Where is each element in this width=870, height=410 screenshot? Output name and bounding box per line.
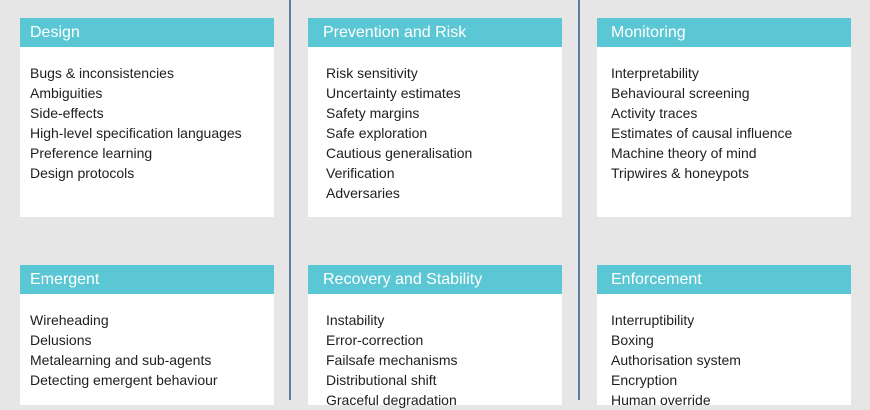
- list-item: Failsafe mechanisms: [326, 352, 458, 368]
- enforcement-list: [597, 294, 851, 410]
- list-item: Preference learning: [30, 145, 153, 161]
- prevention-and-risk-list: [308, 47, 562, 203]
- list-item: Interruptibility: [611, 312, 695, 328]
- prevention-and-risk-card: [308, 18, 562, 217]
- list-item: Design protocols: [30, 165, 135, 181]
- emergent-header: Emergent: [20, 265, 274, 294]
- monitoring-list: [597, 47, 851, 183]
- design-header: Design: [20, 18, 274, 47]
- design-list: [20, 47, 274, 183]
- recovery-and-stability-card: [308, 265, 562, 408]
- list-item: Metalearning and sub-agents: [30, 352, 212, 368]
- list-item: Graceful degradation: [326, 392, 457, 408]
- enforcement-header: Enforcement: [597, 265, 851, 294]
- list-item: Detecting emergent behaviour: [30, 372, 218, 388]
- list-item: Wireheading: [30, 312, 109, 328]
- list-item: Tripwires & honeypots: [611, 165, 749, 181]
- prevention-and-risk-header: Prevention and Risk: [308, 18, 562, 47]
- list-item: High-level specification languages: [30, 125, 242, 141]
- monitoring-header: Monitoring: [597, 18, 851, 47]
- list-item: Error-correction: [326, 332, 424, 348]
- list-item: Delusions: [30, 332, 92, 348]
- design-card: [20, 18, 274, 217]
- list-item: Cautious generalisation: [326, 145, 473, 161]
- enforcement-card: [597, 265, 851, 408]
- list-item: Adversaries: [326, 185, 400, 201]
- list-item: Machine theory of mind: [611, 145, 757, 161]
- list-item: Estimates of causal influence: [611, 125, 793, 141]
- list-item: Safety margins: [326, 105, 420, 121]
- column-divider-right: [578, 0, 580, 400]
- recovery-and-stability-header: Recovery and Stability: [308, 265, 562, 294]
- list-item: Bugs & inconsistencies: [30, 65, 174, 81]
- list-item: Encryption: [611, 372, 678, 388]
- list-item: Interpretability: [611, 65, 699, 81]
- recovery-and-stability-list: [308, 294, 562, 410]
- list-item: Verification: [326, 165, 395, 181]
- monitoring-card: [597, 18, 851, 217]
- list-item: Behavioural screening: [611, 85, 750, 101]
- list-item: Activity traces: [611, 105, 698, 121]
- list-item: Uncertainty estimates: [326, 85, 461, 101]
- list-item: Side-effects: [30, 105, 104, 121]
- list-item: Boxing: [611, 332, 654, 348]
- list-item: Human override: [611, 392, 711, 408]
- list-item: Safe exploration: [326, 125, 428, 141]
- list-item: Ambiguities: [30, 85, 103, 101]
- list-item: Authorisation system: [611, 352, 741, 368]
- column-divider-left: [289, 0, 291, 400]
- list-item: Risk sensitivity: [326, 65, 418, 81]
- emergent-list: [20, 294, 274, 390]
- emergent-card: [20, 265, 274, 405]
- list-item: Distributional shift: [326, 372, 437, 388]
- list-item: Instability: [326, 312, 385, 328]
